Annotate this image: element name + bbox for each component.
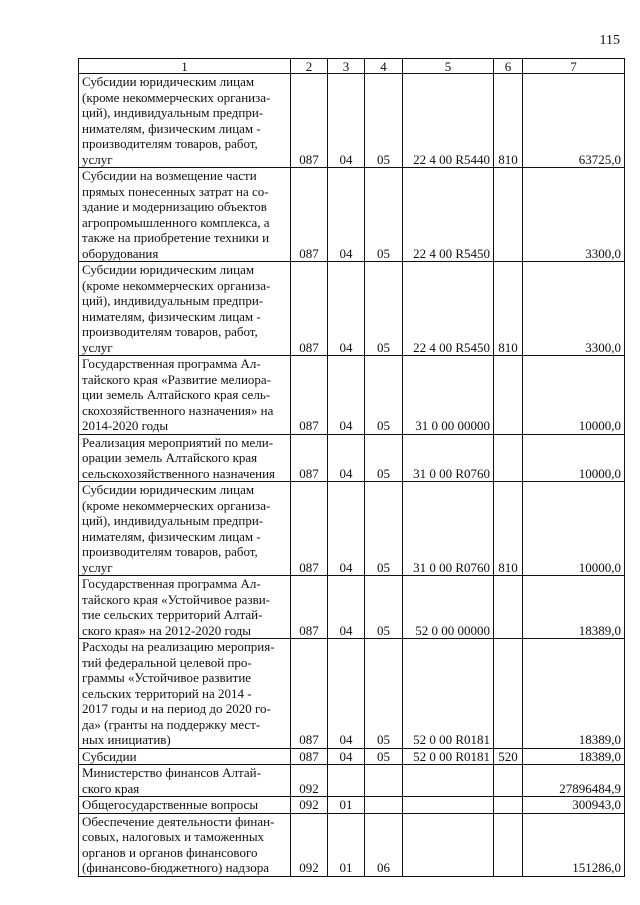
table-row (79, 434, 625, 482)
header-cell: 5 (403, 59, 494, 74)
row-description (79, 434, 291, 482)
description-line: (кроме некоммерческих организа- (82, 89, 271, 105)
ministry-code: 092 (291, 797, 328, 814)
description-line: Государственная программа Ал- (82, 576, 261, 591)
header-cell: 1 (79, 59, 291, 74)
subsection-code (365, 797, 403, 814)
table-row (79, 576, 625, 639)
description-line: сельскохозяйственного назначения (82, 465, 276, 481)
header-row (79, 59, 625, 74)
description-line: граммы «Устойчивое развитие (82, 670, 252, 685)
description-line: нимателям, физическим лицам - (82, 528, 261, 544)
row-description (79, 639, 291, 749)
description-line: услуг (82, 339, 113, 355)
subsection-code: 05 (365, 639, 403, 749)
table-row (79, 168, 625, 262)
description-line: нимателям, физическим лицам - (82, 120, 261, 136)
target-article-code: 31 0 00 R0760 (403, 434, 494, 482)
section-code: 04 (328, 74, 365, 168)
amount: 18389,0 (523, 576, 625, 639)
section-code: 04 (328, 434, 365, 482)
budget-table (78, 58, 625, 877)
expense-type-code: 810 (494, 262, 523, 356)
ministry-code: 092 (291, 765, 328, 797)
table-row (79, 813, 625, 876)
description-line: Реализация мероприятий по мели- (82, 434, 274, 450)
description-line: тайского края «Развитие мелиора- (82, 371, 271, 387)
description-line: прямых понесенных затрат на со- (82, 183, 269, 199)
description-line: Субсидии юридическим лицам (82, 262, 255, 277)
table-row (79, 797, 625, 814)
row-description (79, 765, 291, 797)
row-description (79, 482, 291, 576)
description-line: тайского края «Устойчивое разви- (82, 591, 270, 607)
amount: 3300,0 (523, 262, 625, 356)
page-number: 115 (599, 33, 620, 48)
subsection-code: 05 (365, 356, 403, 435)
description-line: органов и органов финансового (82, 844, 258, 860)
table-row (79, 356, 625, 435)
section-code: 01 (328, 813, 365, 876)
target-article-code: 52 0 00 R0181 (403, 639, 494, 749)
amount: 151286,0 (523, 813, 625, 876)
target-article-code: 52 0 00 00000 (403, 576, 494, 639)
description-line: ций), индивидуальным предпри- (82, 105, 264, 120)
section-code: 04 (328, 262, 365, 356)
row-description (79, 356, 291, 435)
expense-type-code (494, 765, 523, 797)
section-code: 04 (328, 356, 365, 435)
description-line: услуг (82, 151, 113, 167)
description-line: Субсидии (82, 748, 137, 764)
amount: 63725,0 (523, 74, 625, 168)
description-line: Общегосударственные вопросы (82, 797, 259, 812)
row-description (79, 168, 291, 262)
description-line: (кроме некоммерческих организа- (82, 277, 271, 293)
description-line: также на приобретение техники и (82, 230, 270, 245)
target-article-code: 31 0 00 00000 (403, 356, 494, 435)
description-line: производителям товаров, работ, (82, 324, 258, 339)
section-code: 04 (328, 748, 365, 765)
expense-type-code (494, 356, 523, 435)
expense-type-code (494, 168, 523, 262)
table-row (79, 482, 625, 576)
table-row (79, 748, 625, 765)
description-line: тие сельских территорий Алтай- (82, 607, 263, 622)
section-code: 01 (328, 797, 365, 814)
expense-type-code (494, 813, 523, 876)
section-code: 04 (328, 168, 365, 262)
description-line: агропромышленного комплекса, а (82, 214, 270, 230)
target-article-code (403, 813, 494, 876)
subsection-code: 06 (365, 813, 403, 876)
description-line: (финансово-бюджетного) надзора (82, 860, 269, 875)
row-description (79, 262, 291, 356)
amount: 300943,0 (523, 797, 625, 814)
row-description (79, 797, 291, 814)
ministry-code: 087 (291, 262, 328, 356)
amount: 3300,0 (523, 168, 625, 262)
target-article-code: 52 0 00 R0181 (403, 748, 494, 765)
section-code: 04 (328, 639, 365, 749)
section-code: 04 (328, 576, 365, 639)
section-code: 04 (328, 482, 365, 576)
description-line: здание и модернизацию объектов (82, 199, 267, 214)
header-cell: 4 (365, 59, 403, 74)
subsection-code: 05 (365, 748, 403, 765)
description-line: (кроме некоммерческих организа- (82, 497, 271, 513)
description-line: совых, налоговых и таможенных (82, 829, 265, 844)
expense-type-code: 810 (494, 74, 523, 168)
header-cell: 7 (523, 59, 625, 74)
description-line: Государственная программа Ал- (82, 356, 261, 371)
description-line: Субсидии на возмещение части (82, 168, 257, 183)
target-article-code: 22 4 00 R5440 (403, 74, 494, 168)
ministry-code: 087 (291, 748, 328, 765)
table-row (79, 639, 625, 749)
section-code (328, 765, 365, 797)
row-description (79, 74, 291, 168)
amount: 10000,0 (523, 482, 625, 576)
ministry-code: 087 (291, 434, 328, 482)
description-line: тий федеральной целевой про- (82, 654, 252, 670)
subsection-code: 05 (365, 482, 403, 576)
amount: 27896484,9 (523, 765, 625, 797)
subsection-code: 05 (365, 168, 403, 262)
row-description (79, 748, 291, 765)
description-line: Расходы на реализацию мероприя- (82, 639, 275, 654)
description-line: 2017 годы и на период до 2020 го- (82, 701, 271, 716)
description-line: Субсидии юридическим лицам (82, 482, 255, 497)
ministry-code: 087 (291, 356, 328, 435)
expense-type-code: 520 (494, 748, 523, 765)
description-line: ций), индивидуальным предпри- (82, 293, 264, 308)
table-row (79, 765, 625, 797)
target-article-code (403, 797, 494, 814)
subsection-code: 05 (365, 74, 403, 168)
amount: 10000,0 (523, 356, 625, 435)
expense-type-code (494, 639, 523, 749)
ministry-code: 087 (291, 74, 328, 168)
row-description (79, 576, 291, 639)
expense-type-code: 810 (494, 482, 523, 576)
ministry-code: 087 (291, 168, 328, 262)
description-line: ского края» на 2012-2020 годы (82, 622, 252, 638)
description-line: Субсидии юридическим лицам (82, 74, 255, 89)
description-line: услуг (82, 559, 113, 575)
description-line: оборудования (82, 245, 159, 261)
amount: 18389,0 (523, 639, 625, 749)
description-line: Обеспечение деятельности финан- (82, 813, 275, 829)
description-line: ции земель Алтайского края сель- (82, 387, 271, 402)
ministry-code: 087 (291, 576, 328, 639)
header-cell: 6 (494, 59, 523, 74)
description-line: сельских территорий на 2014 - (82, 685, 252, 701)
subsection-code (365, 765, 403, 797)
description-line: производителям товаров, работ, (82, 136, 258, 151)
table-row (79, 262, 625, 356)
target-article-code: 22 4 00 R5450 (403, 262, 494, 356)
target-article-code: 31 0 00 R0760 (403, 482, 494, 576)
description-line: производителям товаров, работ, (82, 544, 258, 559)
subsection-code: 05 (365, 576, 403, 639)
description-line: скохозяйственного назначения» на (82, 402, 274, 418)
header-cell: 2 (291, 59, 328, 74)
description-line: орации земель Алтайского края (82, 450, 258, 465)
ministry-code: 092 (291, 813, 328, 876)
target-article-code (403, 765, 494, 797)
header-cell: 3 (328, 59, 365, 74)
description-line: Министерство финансов Алтай- (82, 765, 261, 780)
description-line: да» (гранты на поддержку мест- (82, 716, 261, 732)
expense-type-code (494, 434, 523, 482)
expense-type-code (494, 797, 523, 814)
amount: 10000,0 (523, 434, 625, 482)
subsection-code: 05 (365, 434, 403, 482)
description-line: ского края (82, 780, 140, 796)
target-article-code: 22 4 00 R5450 (403, 168, 494, 262)
description-line: ций), индивидуальным предпри- (82, 513, 264, 528)
ministry-code: 087 (291, 639, 328, 749)
expense-type-code (494, 576, 523, 639)
subsection-code: 05 (365, 262, 403, 356)
ministry-code: 087 (291, 482, 328, 576)
description-line: нимателям, физическим лицам - (82, 308, 261, 324)
description-line: ных инициатив) (82, 732, 171, 747)
table-row (79, 74, 625, 168)
row-description (79, 813, 291, 876)
description-line: 2014-2020 годы (82, 418, 169, 433)
amount: 18389,0 (523, 748, 625, 765)
